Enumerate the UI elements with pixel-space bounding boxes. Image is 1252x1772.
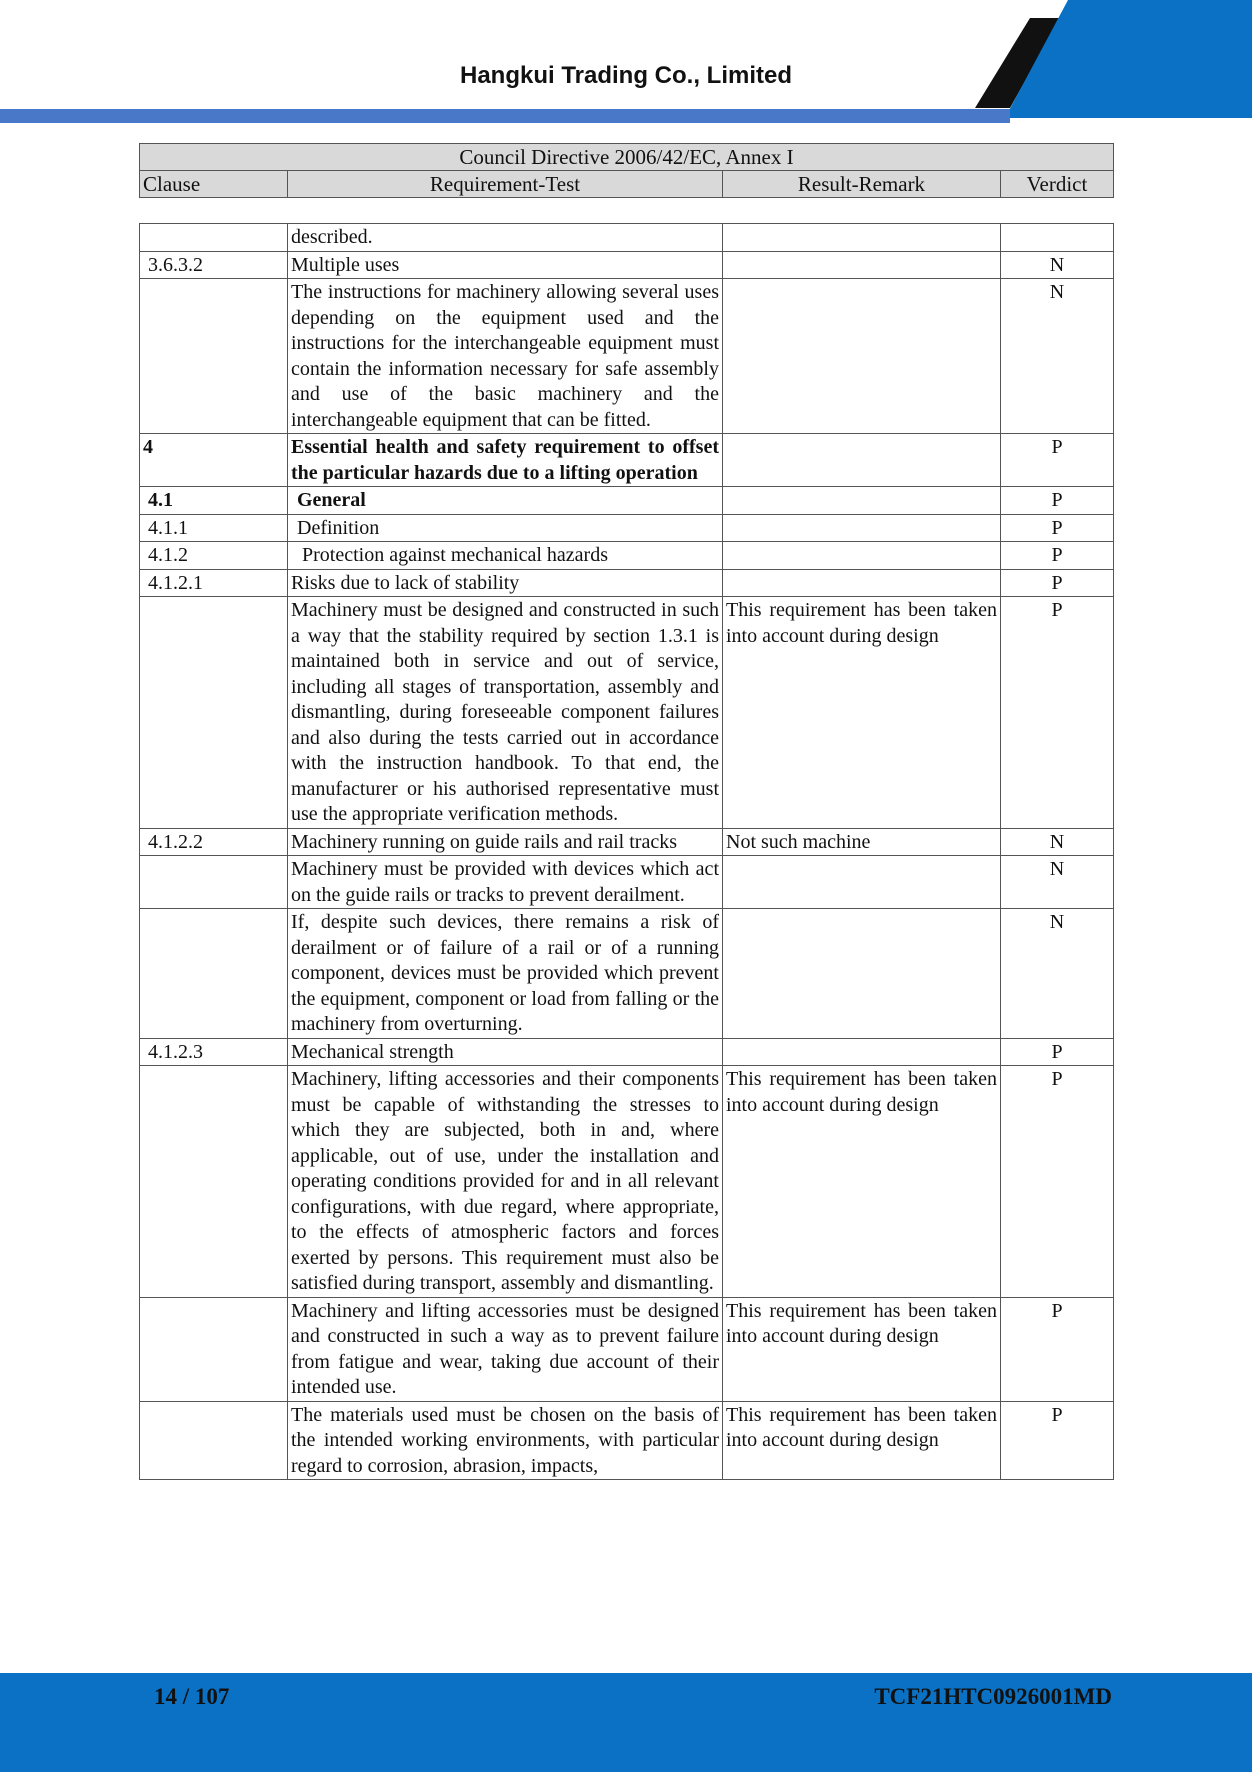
clause-cell: [140, 1066, 288, 1298]
result-cell: [723, 224, 1001, 252]
verdict-cell: P: [1001, 1038, 1114, 1066]
table-row: [140, 224, 1114, 252]
table-row: [140, 1038, 1114, 1066]
result-cell: [723, 251, 1001, 279]
page-number: 14 / 107: [154, 1684, 230, 1709]
clause-cell: [140, 1401, 288, 1480]
verdict-cell: P: [1001, 487, 1114, 515]
requirement-cell: Multiple uses: [288, 251, 723, 279]
clause-cell: 4.1.2.3: [140, 1038, 288, 1066]
result-cell: [723, 487, 1001, 515]
table-row: [140, 856, 1114, 909]
table-row: [140, 1401, 1114, 1480]
verdict-cell: P: [1001, 514, 1114, 542]
requirement-cell: Machinery and lifting accessories must be designed and constructed in such a way as to prevent failure from fatigue and wear, taking due account of their intended use.: [288, 1297, 723, 1401]
requirement-cell: The instructions for machinery allowing several uses depending on the equipment used and the instructions for the interchangeable equipment must contain the information necessary for safe assembly and use of the basic machinery and the interchangeable equipment that can be fitted.: [288, 279, 723, 434]
requirement-cell: Risks due to lack of stability: [288, 569, 723, 597]
verdict-cell: N: [1001, 856, 1114, 909]
requirement-cell: If, despite such devices, there remains a risk of derailment or of failure of a rail or of a running component, devices must be provided which prevent the equipment, component or load from falling or the machinery from overturning.: [288, 909, 723, 1039]
requirement-cell: Mechanical strength: [288, 1038, 723, 1066]
result-cell: This requirement has been taken into account during design: [723, 1066, 1001, 1298]
clause-cell: [140, 224, 288, 252]
result-cell: This requirement has been taken into account during design: [723, 1297, 1001, 1401]
requirement-cell: Machinery, lifting accessories and their components must be capable of withstanding the stresses to which they are subjected, both in and, where applicable, out of use, under the installation and operating conditions provided for and in all relevant configurations, with due regard, where appropriate, to the effects of atmospheric factors and forces exerted by persons. This requirement must also be satisfied during transport, assembly and dismantling.: [288, 1066, 723, 1298]
table-row: [140, 1066, 1114, 1298]
header-stripe: [0, 109, 1010, 123]
table-row: [140, 251, 1114, 279]
verdict-cell: P: [1001, 1401, 1114, 1480]
result-cell: This requirement has been taken into account during design: [723, 1401, 1001, 1480]
company-name: Hangkui Trading Co., Limited: [459, 62, 792, 89]
verdict-cell: N: [1001, 251, 1114, 279]
requirement-cell: Protection against mechanical hazards: [288, 542, 723, 570]
result-cell: [723, 514, 1001, 542]
verdict-cell: P: [1001, 597, 1114, 829]
table-row: [140, 1297, 1114, 1401]
clause-cell: 4: [140, 434, 288, 487]
clause-cell: 4.1.1: [140, 514, 288, 542]
requirement-cell: Definition: [288, 514, 723, 542]
table-row: [140, 542, 1114, 570]
verdict-cell: N: [1001, 279, 1114, 434]
clause-cell: 3.6.3.2: [140, 251, 288, 279]
result-cell: Not such machine: [723, 828, 1001, 856]
verdict-cell: N: [1001, 828, 1114, 856]
column-header-verdict: Verdict: [1001, 171, 1114, 198]
result-cell: [723, 279, 1001, 434]
table-row: [140, 514, 1114, 542]
table-row: [140, 597, 1114, 829]
table-row: [140, 487, 1114, 515]
result-cell: [723, 909, 1001, 1039]
verdict-cell: P: [1001, 569, 1114, 597]
requirement-cell: Essential health and safety requirement to offset the particular hazards due to a lifting operation: [288, 434, 723, 487]
result-cell: This requirement has been taken into account during design: [723, 597, 1001, 829]
result-cell: [723, 856, 1001, 909]
verdict-cell: P: [1001, 434, 1114, 487]
requirement-cell: Machinery running on guide rails and rail tracks: [288, 828, 723, 856]
verdict-cell: P: [1001, 1297, 1114, 1401]
requirement-cell: General: [288, 487, 723, 515]
clause-cell: [140, 909, 288, 1039]
clause-cell: [140, 1297, 288, 1401]
result-cell: [723, 542, 1001, 570]
clause-cell: 4.1.2: [140, 542, 288, 570]
requirement-cell: Machinery must be designed and constructed in such a way that the stability required by section 1.3.1 is maintained both in service and out of service, including all stages of transportation, assembly and dismantling, during foreseeable component failures and also during the tests carried out in accordance with the instruction handbook. To that end, the manufacturer or his authorised representative must use the appropriate verification methods.: [288, 597, 723, 829]
clause-cell: 4.1: [140, 487, 288, 515]
verdict-cell: [1001, 224, 1114, 252]
clause-cell: 4.1.2.1: [140, 569, 288, 597]
column-header-clause: Clause: [140, 171, 288, 198]
requirement-cell: Machinery must be provided with devices which act on the guide rails or tracks to prevent derailment.: [288, 856, 723, 909]
table-row: [140, 434, 1114, 487]
table-row: [140, 828, 1114, 856]
table-row: [140, 279, 1114, 434]
table-row: [140, 569, 1114, 597]
column-header-result: Result-Remark: [723, 171, 1001, 198]
result-cell: [723, 569, 1001, 597]
result-cell: [723, 1038, 1001, 1066]
page-header: [0, 0, 1252, 125]
document-number: TCF21HTC0926001MD: [874, 1684, 1112, 1709]
verdict-cell: P: [1001, 1066, 1114, 1298]
requirements-table: [139, 223, 1114, 1480]
clause-cell: 4.1.2.2: [140, 828, 288, 856]
table-row: [140, 909, 1114, 1039]
requirement-cell: described.: [288, 224, 723, 252]
verdict-cell: N: [1001, 909, 1114, 1039]
table-header: [139, 143, 1114, 198]
clause-cell: [140, 279, 288, 434]
requirement-cell: The materials used must be chosen on the basis of the intended working environments, with particular regard to corrosion, abrasion, impacts,: [288, 1401, 723, 1480]
clause-cell: [140, 597, 288, 829]
column-header-requirement: Requirement-Test: [288, 171, 723, 198]
result-cell: [723, 434, 1001, 487]
verdict-cell: P: [1001, 542, 1114, 570]
clause-cell: [140, 856, 288, 909]
directive-title: Council Directive 2006/42/EC, Annex I: [140, 144, 1114, 171]
